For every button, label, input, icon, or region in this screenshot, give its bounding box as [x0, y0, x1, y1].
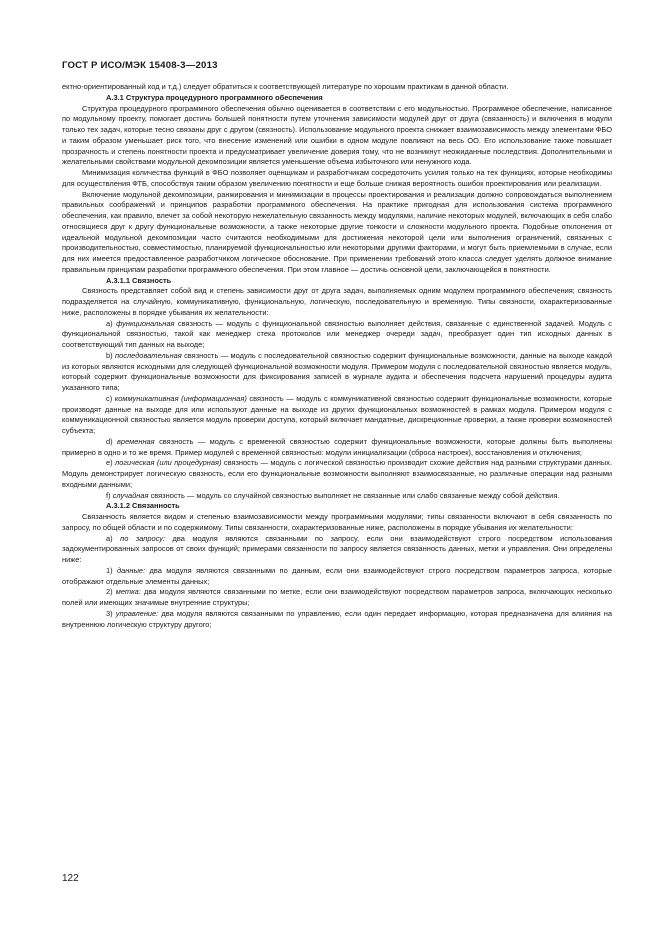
item-term: метка:: [115, 587, 141, 597]
standard-header: ГОСТ Р ИСО/МЭК 15408-3—2013: [62, 60, 218, 71]
section-a31-paragraph-1: Структура процедурного программного обеспечения обычно оценивается в соответствии с его модульностью. Программное обеспечение, написанное по модульному проекту, помогает достичь большей понятности путем уточнения зависимости модулей друг от друга (связанность) и включения в модули только тех задач, которые тесно связаны друг с другом (связность). Использование модульного проекта снижает взаимозависимость между элементами ФБО и таким образом уменьшает риск того, что внесение изменений или ошибки в одном модуле повлияют на весь ОО. Его использование также повышает прозрачность и степень понятности проекта и предусматривает увеличение доверия тому, что не возникнут неожиданные последствия. Дополнительными и желательными свойствами модульной декомпозиции является уменьшение объема избыточного или ненужного кода.: [62, 103, 612, 167]
document-body: [62, 82, 612, 630]
item-term: по запросу:: [120, 533, 166, 543]
item-term: случайная: [112, 490, 149, 500]
item-term: временная: [117, 436, 155, 446]
intro-paragraph: ектно-ориентированный код и т.д.) следует обратиться к соответствующей литературе по хорошим практикам в данной области.: [62, 82, 509, 91]
item-text: два модуля являются связанными по метке, если они взаимодействуют посредством параметров запроса, включающих несколько полей или имеющих значимые внутренние структуры;: [62, 587, 612, 607]
item-prefix: 3): [106, 608, 116, 618]
item-term: коммуникативная (информационная): [114, 393, 247, 403]
section-a31-paragraph-2: Минимизация количества функций в ФБО позволяет оценщикам и разработчикам сосредоточить усилия только на тех функциях, которые необходимы для осуществления ФТБ, способствуя таким образом увеличению понятности и еще больше снижая вероятность ошибок проектирования или реализации.: [62, 168, 612, 188]
section-a311-title: А.3.1.1 Связность: [106, 275, 172, 285]
item-term: функциональная: [116, 318, 175, 328]
cohesion-item-d: [62, 437, 612, 459]
item-term: логическая (или процедурная): [115, 458, 222, 468]
item-term: последовательная: [115, 350, 182, 360]
section-a312-paragraph-1: Связанность является видом и степенью взаимозависимости между программными модулями; типы связанности включают в себя связанность по запросу, по общей области и по содержимому. Типы связанности, охарактеризованные ниже, расположены в порядке убывания их желательности:: [62, 512, 612, 532]
section-a312-title: А.3.1.2 Связанность: [106, 501, 180, 511]
item-text: связность — модуль с логической связностью производит схожие действия над разными структурами данных. Модуль демонстрирует логическую связность, если его функциональные возможности выполняют взаимосвязанные, но различные операции над разными входными данными;: [62, 458, 613, 489]
section-a31-title: А.3.1 Структура процедурного программного обеспечения: [106, 92, 323, 102]
item-text: два модуля являются связанными по запросу, если они взаимодействуют строго посредством использования задокументированных запросов от своих функций; примерами связанности по запросу является связанность данных, метки и управления. Они определены ниже:: [62, 533, 612, 564]
item-text: связность — модуль со случайной связностью выполняет не связанные или слабо связанные между собой действия.: [148, 490, 560, 500]
item-text: связность — модуль с последовательной связностью содержит функциональные возможности, данные на выходе каждой из которых являются исходными для следующей функциональной возможности модуля. Примером модуля с последовательной связностью является модуль, который содержит функциональные возможности для фиксирования записей в журнале аудита и обеспечения подсчета нарушений процедуры аудита указанного типа;: [62, 350, 612, 392]
item-prefix: 1): [106, 565, 118, 575]
coupling-subitem-2: [62, 587, 612, 609]
cohesion-item-f: [62, 491, 612, 502]
item-prefix: f): [106, 490, 113, 500]
item-text: связность — модуль с функциональной связностью выполняет действия, связанные с единственной задачей. Модуль с функциональной связностью, такой как менеджер стека протоколов или менеджер очереди задач, преобразует один тип исходных данных в соответствующий тип данных на выходе;: [62, 318, 612, 349]
cohesion-item-e: [62, 458, 612, 490]
section-a311-paragraph-1: Связность представляет собой вид и степень зависимости друг от друга задач, выполняемых одним модулем программного обеспечения; связность подразделяется на случайную, коммуникативную, функциональную, логическую, последовательную и временную. Типы связности, охарактеризованные ниже, расположены в порядке убывания их желательности:: [62, 286, 612, 317]
item-term: управление:: [115, 608, 159, 618]
coupling-item-a: [62, 534, 612, 566]
item-text: связность — модуль с временной связностью содержит функциональные возможности, которые должны быть выполнены примерно в одно и то же время. Пример модулей с временной связностью: модули инициализации (сброса настроек), восстановления и отключения;: [62, 436, 612, 457]
item-prefix: c): [106, 393, 115, 403]
item-prefix: 2): [106, 587, 116, 597]
cohesion-item-b: [62, 351, 612, 394]
page-number: 122: [62, 873, 79, 884]
item-prefix: d): [106, 436, 118, 446]
item-prefix: a): [106, 533, 121, 543]
item-text: два модуля являются связанными по управлению, если один передает информацию, которая предназначена для влияния на внутреннюю логическую структуру другого;: [62, 608, 612, 629]
item-prefix: e): [106, 458, 116, 468]
item-prefix: b): [106, 350, 115, 360]
item-term: данные:: [117, 565, 146, 575]
item-text: два модуля являются связанными по данным, если они взаимодействуют строго посредством параметров запроса, которые отображают отдельные элементы данных;: [62, 565, 612, 586]
cohesion-item-c: [62, 394, 612, 437]
coupling-subitem-3: [62, 609, 612, 631]
coupling-subitem-1: [62, 566, 612, 588]
item-text: связность — модуль с коммуникативной связностью содержит функциональные возможности, которые производят данные на выходе для или используют данные на выходе из других функциональных возможностей в рамках модуля. Примером модуля с коммуникационной связностью является модуль проверки доступа, который включает мандатные, дискреционные проверки, а также проверки возможностей субъекта;: [62, 393, 612, 435]
section-a31-paragraph-3: Включение модульной декомпозиции, ранжирования и минимизации в процессы проектирования и реализации должно сопровождаться выполнением правильных соображений и принципов разработки программного обеспечения. На практике пригодная для использования система программного обеспечения, как правило, влечет за собой некоторую нежелательную связанность между модулями, наличие некоторых модулей, включающих в себя слабо относящиеся друг к другу функциональные возможности, а также некоторые другие тонкости и сложности модульного проекта. Подобные отклонения от идеальной модульной декомпозиции часто считаются необходимыми для достижения некоторой цели или выполнения ограничений, связанных с производительностью, совместимостью, планируемой функциональностью или некоторыми другими факторами, и могут быть приемлемыми в случае, если для них имеется предоставленное разработчиком логическое обоснование. При применении требований этого класса следует уделять должное внимание правильным принципам разработки программного обеспечения. При этом главное — достичь основной цели, заключающейся в понятности.: [62, 189, 612, 274]
cohesion-item-a: [62, 319, 612, 351]
item-prefix: a): [106, 318, 117, 328]
